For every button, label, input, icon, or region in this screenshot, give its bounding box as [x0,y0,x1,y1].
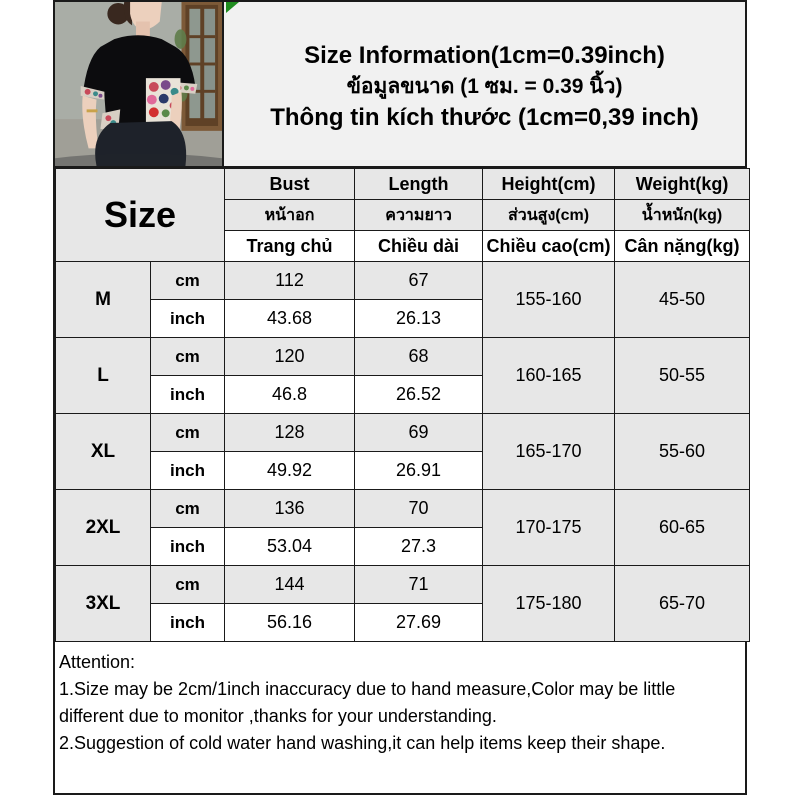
product-photo-illustration [55,2,222,166]
length-cm-value: 71 [355,566,483,604]
unit-label-cm: cm [151,490,225,528]
size-header-cell: Size [56,169,225,262]
col-header-weight-en: Weight(kg) [615,169,750,200]
size-label: L [56,338,151,414]
height-range: 170-175 [483,490,615,566]
length-cm-value: 69 [355,414,483,452]
height-range: 165-170 [483,414,615,490]
size-table-header [56,169,750,262]
col-header-weight-th: น้ำหนัก(kg) [615,200,750,231]
size-table [55,168,750,642]
bust-inch-value: 43.68 [225,300,355,338]
col-header-weight-vi: Cân nặng(kg) [615,231,750,262]
bust-cm-value: 112 [225,262,355,300]
col-header-height-en: Height(cm) [483,169,615,200]
unit-label-inch: inch [151,300,225,338]
height-range: 155-160 [483,262,615,338]
unit-label-inch: inch [151,528,225,566]
bust-cm-value: 144 [225,566,355,604]
col-header-length-en: Length [355,169,483,200]
title-vietnamese: Thông tin kích thước (1cm=0,39 inch) [270,104,699,131]
product-photo [55,2,224,166]
col-header-height-th: ส่วนสูง(cm) [483,200,615,231]
length-cm-value: 68 [355,338,483,376]
length-cm-value: 70 [355,490,483,528]
attention-note-2: 2.Suggestion of cold water hand washing,it can help items keep their shape. [59,733,666,753]
bust-inch-value: 53.04 [225,528,355,566]
height-range: 175-180 [483,566,615,642]
table-row [56,490,750,528]
title-block [224,2,745,166]
weight-range: 45-50 [615,262,750,338]
bust-cm-value: 128 [225,414,355,452]
length-inch-value: 27.3 [355,528,483,566]
length-inch-value: 26.52 [355,376,483,414]
bust-cm-value: 136 [225,490,355,528]
table-row [56,262,750,300]
bust-cm-value: 120 [225,338,355,376]
bust-inch-value: 46.8 [225,376,355,414]
weight-range: 55-60 [615,414,750,490]
size-label: XL [56,414,151,490]
length-inch-value: 27.69 [355,604,483,642]
size-label: 2XL [56,490,151,566]
content-frame [53,0,747,795]
unit-label-cm: cm [151,414,225,452]
attention-note-1: 1.Size may be 2cm/1inch inaccuracy due to hand measure,Color may be little different due to monitor ,thanks for your understanding. [59,679,676,726]
attention-heading: Attention: [59,652,136,672]
col-header-height-vi: Chiều cao(cm) [483,231,615,262]
weight-range: 60-65 [615,490,750,566]
title-thai: ข้อมูลขนาด (1 ซม. = 0.39 นิ้ว) [346,75,623,98]
col-header-length-vi: Chiều dài [355,231,483,262]
weight-range: 65-70 [615,566,750,642]
unit-label-cm: cm [151,338,225,376]
height-range: 160-165 [483,338,615,414]
table-row [56,414,750,452]
table-row [56,338,750,376]
col-header-length-th: ความยาว [355,200,483,231]
size-label: 3XL [56,566,151,642]
length-inch-value: 26.13 [355,300,483,338]
table-row [56,566,750,604]
title-english: Size Information(1cm=0.39inch) [304,42,665,69]
size-label: M [56,262,151,338]
unit-label-cm: cm [151,262,225,300]
length-cm-value: 67 [355,262,483,300]
unit-label-inch: inch [151,604,225,642]
bust-inch-value: 56.16 [225,604,355,642]
weight-range: 50-55 [615,338,750,414]
unit-label-inch: inch [151,452,225,490]
unit-label-cm: cm [151,566,225,604]
col-header-bust-en: Bust [225,169,355,200]
col-header-bust-vi: Trang chủ [225,231,355,262]
bust-inch-value: 49.92 [225,452,355,490]
attention-section [55,642,745,757]
length-inch-value: 26.91 [355,452,483,490]
header-section [55,2,745,168]
col-header-bust-th: หน้าอก [225,200,355,231]
unit-label-inch: inch [151,376,225,414]
size-table-body [56,262,750,642]
